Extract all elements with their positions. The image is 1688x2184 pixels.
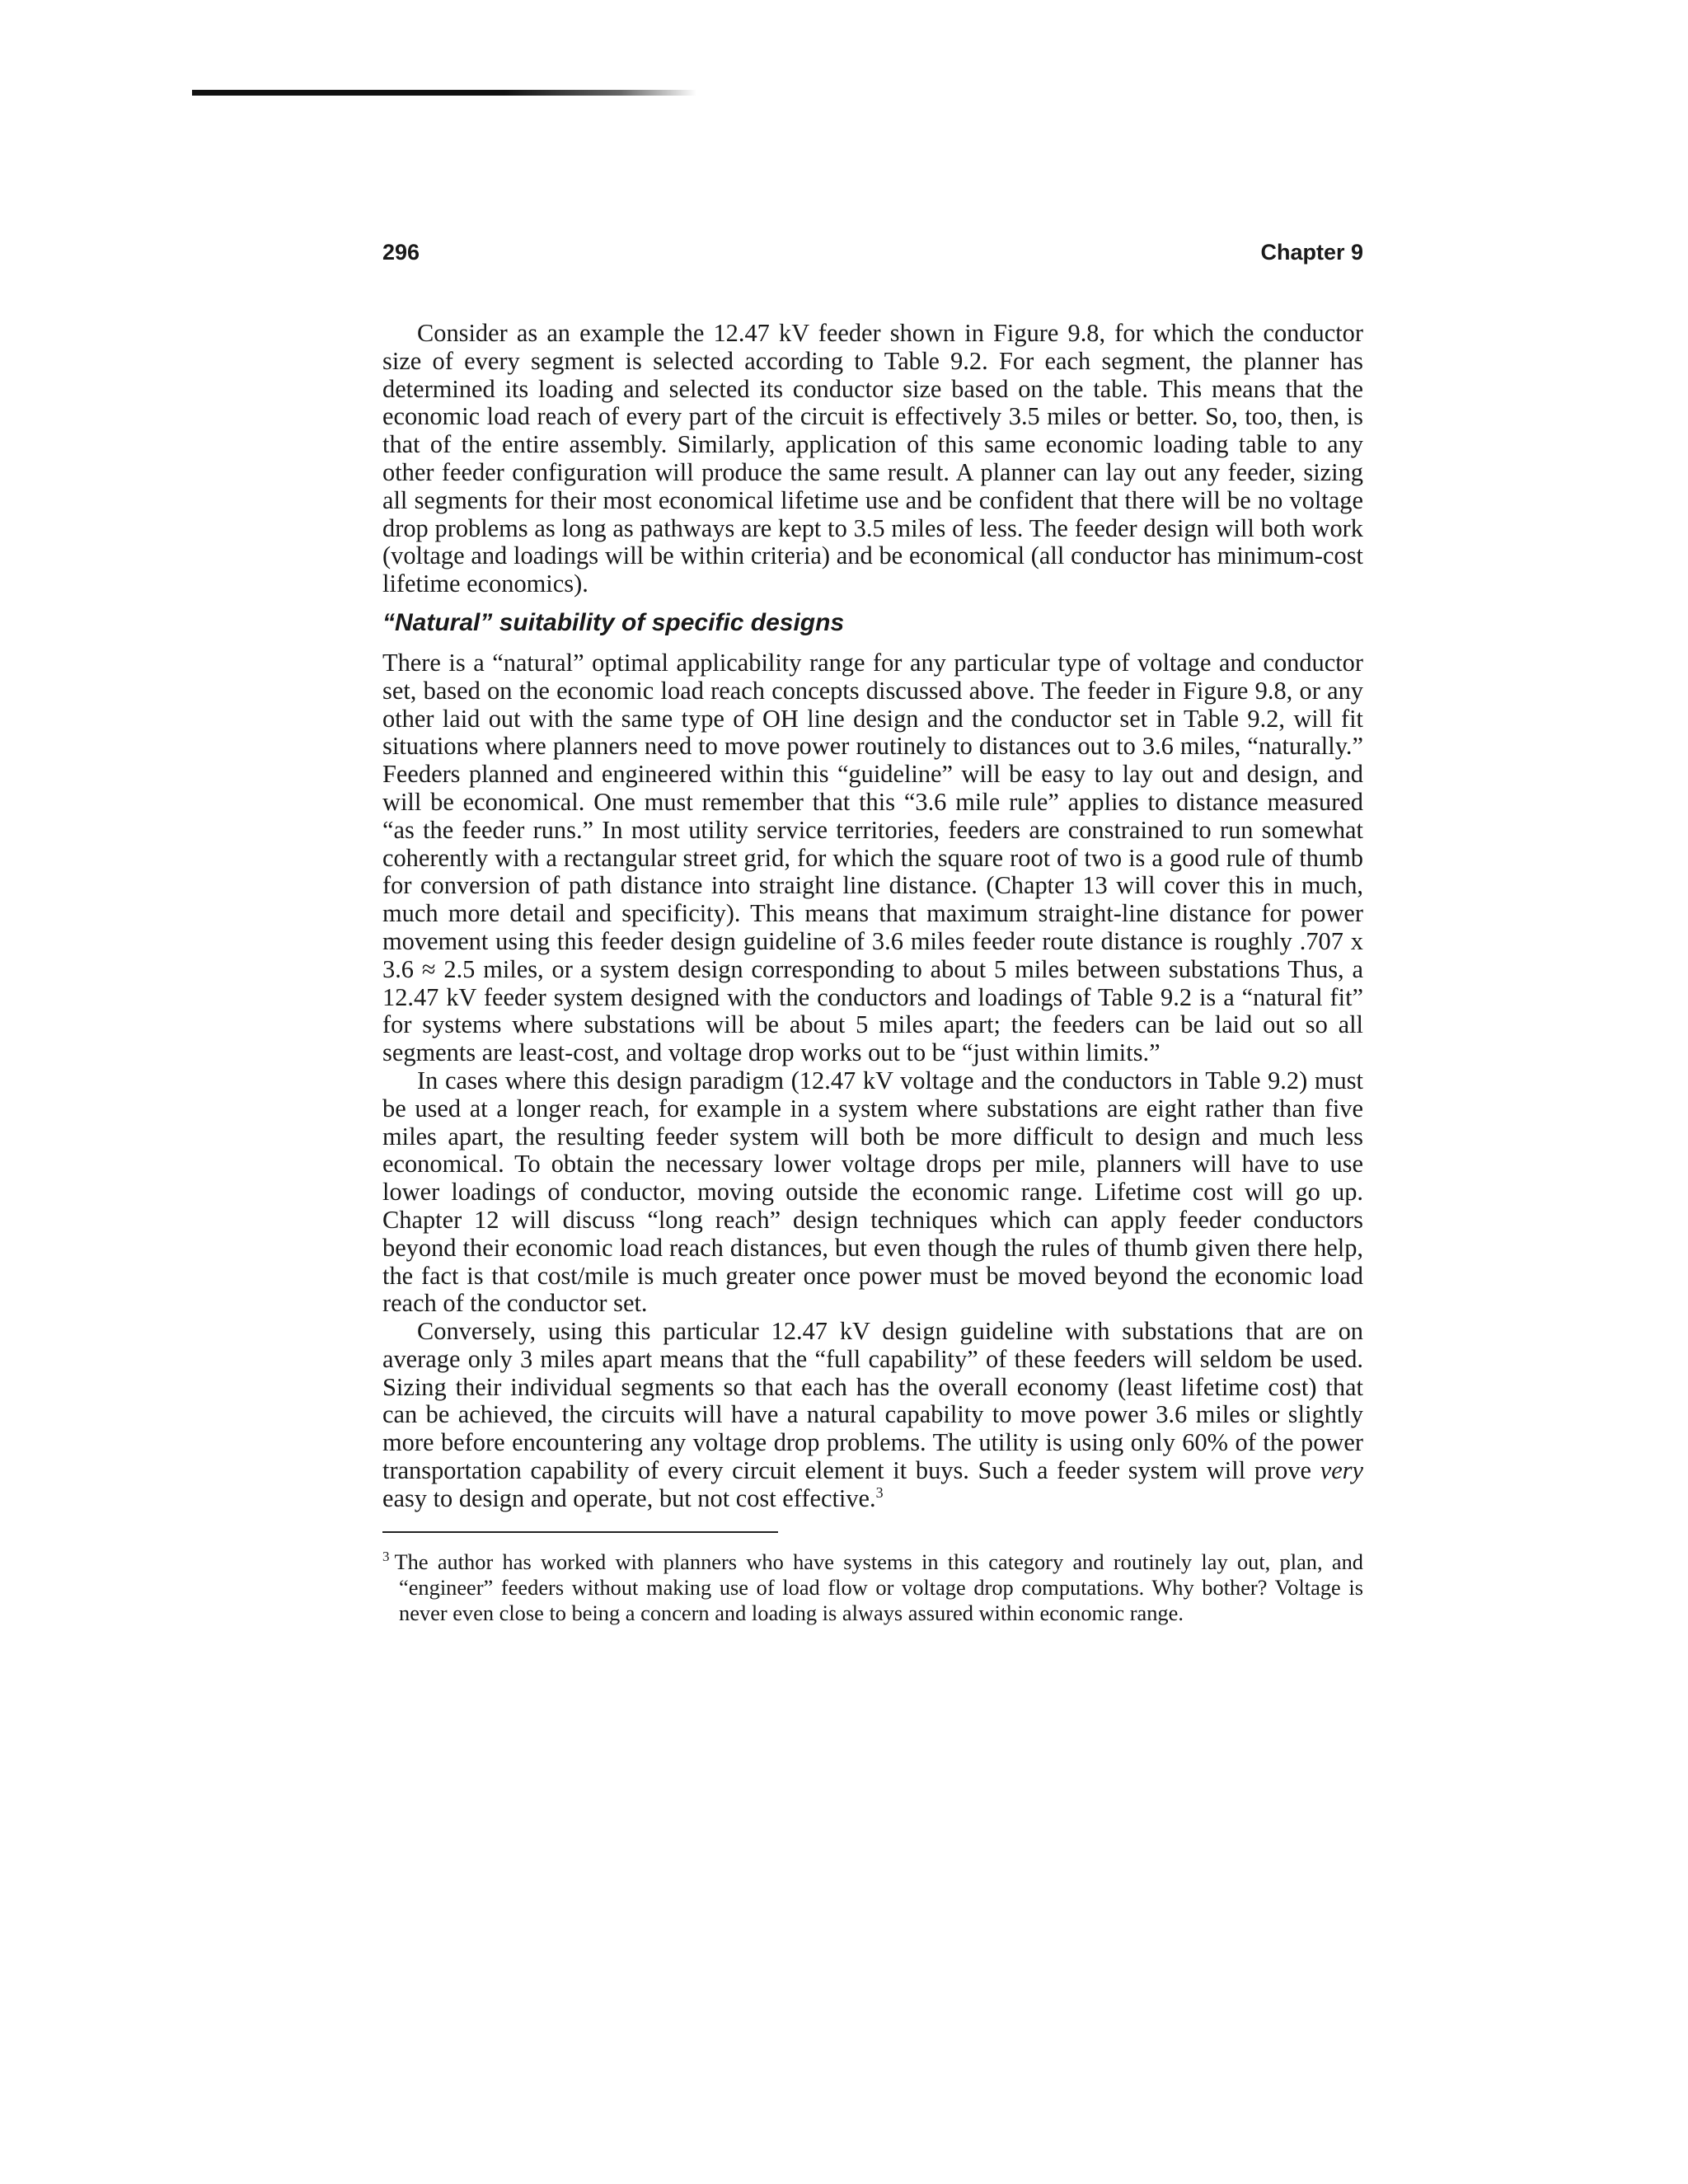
footnote-marker: 3 [382, 1548, 390, 1564]
section-heading: “Natural” suitability of specific designs [382, 608, 845, 636]
emphasis-very: very [1320, 1456, 1363, 1485]
top-rule [192, 90, 696, 96]
footnote-text: The author has worked with planners who have systems in this category and routinely lay out, plan, and “engineer” feeders without making use of load flow or voltage drop computations. Why bother? Voltage is never even close to being a concern and loading is always assured within economic range. [394, 1549, 1363, 1625]
footnote [382, 1549, 1363, 1626]
page-number: 296 [382, 240, 420, 265]
paragraph-conversely [382, 1318, 1363, 1513]
footnote-divider [382, 1531, 778, 1533]
paragraph-longer-reach: In cases where this design paradigm (12.47 kV voltage and the conductors in Table 9.2) must be used at a longer reach, for example in a system where substations are eight rather than five miles apart, the resulting feeder system will both be more difficult to design and much less economical. To obtain the necessary lower voltage drops per mile, planners will have to use lower loadings of conductor, moving outside the economic range. Lifetime cost will go up. Chapter 12 will discuss “long reach” design techniques which can apply feeder conductors beyond their economic load reach distances, but even though the rules of thumb given there help, the fact is that cost/mile is much greater once power must be moved beyond the economic load reach of the conductor set. [382, 1066, 1363, 1318]
page-body [382, 320, 1363, 1626]
running-head [382, 240, 1363, 273]
paragraph-natural-range: There is a “natural” optimal applicability range for any particular type of voltage and conductor set, based on the economic load reach concepts discussed above. The feeder in Figure 9.8, or any other laid out with the same type of OH line design and the conductor set in Table 9.2, will fit situations where planners need to move power routinely to distances out to 3.6 miles, “naturally.” Feeders planned and engineered within this “guideline” will be easy to lay out and design, and will be economical. One must remember that this “3.6 mile rule” applies to distance measured “as the feeder runs.” In most utility service territories, feeders are constrained to run somewhat coherently with a rectangular street grid, for which the square root of two is a good rule of thumb for conversion of path distance into straight line distance. (Chapter 13 will cover this in much, much more detail and specificity). This means that maximum straight-line distance for power movement using this feeder design guideline of 3.6 miles feeder route distance is roughly .707 x 3.6 ≈ 2.5 miles, or a system design corresponding to about 5 miles between substations Thus, a 12.47 kV feeder system designed with the conductors and loadings of Table 9.2 is a “natural fit” for systems where substations will be about 5 miles apart; the feeders can be laid out so all segments are least-cost, and voltage drop works out to be “just within limits.” [382, 648, 1363, 1067]
paragraph-conversely-end: easy to design and operate, but not cost effective. [382, 1483, 876, 1512]
chapter-title: Chapter 9 [1260, 240, 1363, 265]
footnote-reference: 3 [875, 1483, 884, 1501]
paragraph-conversely-start: Conversely, using this particular 12.47 kV design guideline with substations that are on average only 3 miles apart means that the “full capability” of these feeders will seldom be used. Sizing their individual segments so that each has the overall economy (least lifetime cost) that can be achieved, the circuits will have a natural capability to move power 3.6 miles or slightly more before encountering any voltage drop problems. The utility is using only 60% of the power transportation capability of every circuit element it buys. Such a feeder system will prove [382, 1317, 1363, 1485]
paragraph-feeder-example: Consider as an example the 12.47 kV feeder shown in Figure 9.8, for which the conductor size of every segment is selected according to Table 9.2. For each segment, the planner has determined its loading and selected its conductor size based on the table. This means that the economic load reach of every part of the circuit is effectively 3.5 miles or better. So, too, then, is that of the entire assembly. Similarly, application of this same economic loading table to any other feeder configuration will produce the same result. A planner can lay out any feeder, sizing all segments for their most economical lifetime use and be confident that there will be no voltage drop problems as long as pathways are kept to 3.5 miles of less. The feeder design will both work (voltage and loadings will be within criteria) and be economical (all conductor has minimum-cost lifetime economics). [382, 319, 1363, 598]
